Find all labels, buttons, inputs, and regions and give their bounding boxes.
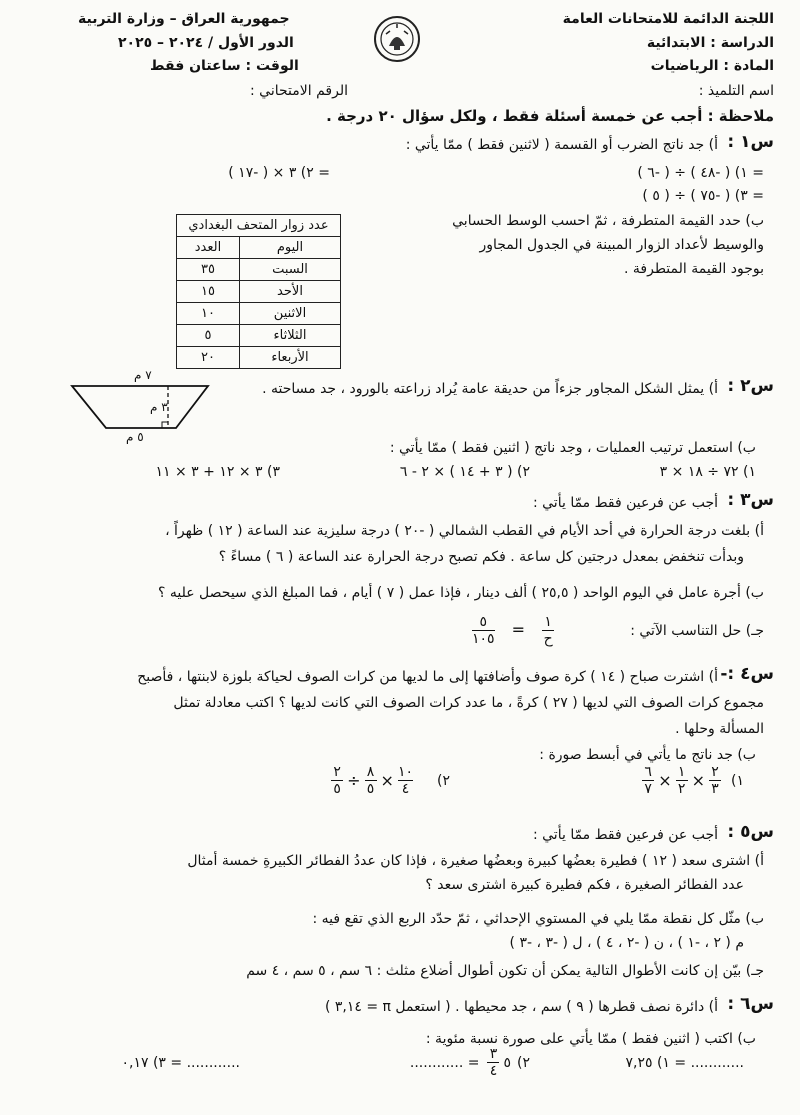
q3-a-line-1: أ) بلغت درجة الحرارة في أحد الأيام في القطب الشمالي ( -٢٠ ) درجة سليزية عند الساعة ( ١٢ ) ظهراً ، <box>165 523 764 539</box>
q1-b-line-2: والوسيط لأعداد الزوار المبينة في الجدول المجاور <box>479 237 764 253</box>
proportion-fraction-left: $\frac{٥}{١٠٥}$ <box>472 614 495 647</box>
table-cell-count: ٣٥ <box>177 259 240 281</box>
question-1-number: س١ : <box>727 132 774 152</box>
table-cell-count: ٥ <box>177 325 240 347</box>
visitors-table <box>176 214 341 369</box>
q3-a-line-2: وبدأت تنخفض بمعدل درجتين كل ساعة . فكم تصبح درجة الحرارة عند الساعة ( ٦ ) مساءً ؟ <box>218 549 744 565</box>
instructions-note: ملاحظة : أجب عن خمسة أسئلة فقط ، ولكل سؤال ٢٠ درجة . <box>326 107 774 125</box>
q2-b-item-3: ٣) ٣ × ١٢ + ٣ × ١١ <box>155 464 280 480</box>
exam-round: الدور الأول / ٢٠٢٤ – ٢٠٢٥ <box>118 35 294 51</box>
trapezoid-garden-figure <box>64 368 214 448</box>
exam-time: الوقت : ساعتان فقط <box>150 58 299 74</box>
q5-a-line-1: أ) اشترى سعد ( ١٢ ) فطيرة بعضُها كبيرة وبعضُها صغيرة ، فإذا كان عددُ الفطائر الكبيرةِ خمسة أمثال <box>187 853 764 869</box>
q1-a-item-2: ٢) ٣ × ( -١٧ ) = <box>228 165 330 181</box>
q3-b: ب) أجرة عامل في اليوم الواحد ( ٢٥,٥ ) ألف دينار ، فإذا عمل ( ٧ ) أيام ، فما المبلغ الذي سيحصل عليه ؟ <box>158 585 764 601</box>
table-title: عدد زوار المتحف البغدادي <box>177 215 341 237</box>
q4-a-line-2: مجموع كرات الصوف التي لديها ( ٢٧ ) كرةً ، ما عدد كرات الصوف التي كانت لديها ؟ اكتب معادلة تمثل <box>173 695 764 711</box>
table-cell-day: الاثنين <box>240 303 341 325</box>
q4-b-prompt: ب) جد ناتج ما يأتي في أبسط صورة : <box>539 747 756 763</box>
q6-b-item-1: ١) ٧,٢٥ = ............ <box>625 1055 744 1071</box>
table-cell-count: ٢٠ <box>177 347 240 369</box>
table-cell-day: السبت <box>240 259 341 281</box>
q5-b-line-2: م ( ٢ ، -١ ) ، ن ( -٢ ، ٤ ) ، ل ( -٣ ، -٣ ) <box>509 935 744 951</box>
question-4-number: س٤ :- <box>720 664 774 684</box>
question-5-number: س٥ : <box>727 822 774 842</box>
q4-a-line-3: المسألة وحلها . <box>675 721 764 737</box>
q5-b-line-1: ب) مثّل كل نقطة ممّا يلي في المستوي الإحداثي ، ثمّ حدّد الربع الذي تقع فيه : <box>312 911 764 927</box>
q1-a-item-1: ١) ( -٤٨ ) ÷ ( -٦ ) = <box>637 165 764 181</box>
table-cell-day: الأحد <box>240 281 341 303</box>
table-header-day: اليوم <box>240 237 341 259</box>
republic-ministry: جمهورية العراق – وزارة التربية <box>78 11 290 27</box>
q3-proportion: $\frac{٥}{١٠٥}$ = $\frac{١}{\text{ح}}$ <box>472 614 553 647</box>
table-row <box>177 259 341 281</box>
ministry-emblem-icon <box>372 14 422 64</box>
trapezoid-top-label: ٧ م <box>134 368 152 382</box>
q3-intro: أجب عن فرعين فقط ممّا يأتي : <box>532 495 718 511</box>
table-cell-count: ١٥ <box>177 281 240 303</box>
table-row <box>177 281 341 303</box>
q3-c-prompt: جـ) حل التناسب الآتي : <box>630 623 764 639</box>
table-header-count: العدد <box>177 237 240 259</box>
student-name-label: اسم التلميذ : <box>698 83 774 99</box>
q1-b-line-1: ب) حدد القيمة المتطرفة ، ثمّ احسب الوسط الحسابي <box>452 213 764 229</box>
q6-b-item-2: ٢) ٥ $\frac{٣}{٤}$ = ............ <box>409 1046 530 1079</box>
exam-number-label: الرقم الامتحاني : <box>250 83 348 99</box>
table-cell-day: الأربعاء <box>240 347 341 369</box>
trapezoid-height-label: ٣ م <box>150 400 168 414</box>
committee-name: اللجنة الدائمة للامتحانات العامة <box>562 11 774 27</box>
q6-b-prompt: ب) اكتب ( اثنين فقط ) ممّا يأتي على صورة نسبة مئوية : <box>425 1031 756 1047</box>
q1-b-line-3: بوجود القيمة المتطرفة . <box>624 261 764 277</box>
q4-b-item-1: ١) $\frac{٢}{٣}$ × $\frac{١}{٢}$ × $\frac{٦}{٧}$ <box>638 764 744 797</box>
q5-intro: أجب عن فرعين فقط ممّا يأتي : <box>532 827 718 843</box>
study-level: الدراسة : الابتدائية <box>646 35 774 51</box>
q4-a-line-1: أ) اشترت صباح ( ١٤ ) كرة صوف وأضافتها إلى ما لديها من كرات الصوف لحياكة بلوزة لابنتها ، فأصبح <box>137 669 718 685</box>
subject: المادة : الرياضيات <box>650 58 774 74</box>
trapezoid-bottom-label: ٥ م <box>126 430 144 444</box>
q6-b-item-3: ٣) ٠,١٧ = ............ <box>121 1055 240 1071</box>
question-3-number: س٣ : <box>727 490 774 510</box>
table-cell-count: ١٠ <box>177 303 240 325</box>
q2-b-item-2: ٢) ( ٣ + ١٤ ) × ٢ - ٦ <box>399 464 530 480</box>
q6-a: أ) دائرة نصف قطرها ( ٩ ) سم ، جد محيطها . ( استعمل π = ٣,١٤ ) <box>324 999 718 1015</box>
q1-a-item-3: ٣) ( -٧٥ ) ÷ ( ٥ ) = <box>642 188 764 204</box>
q2-a-prompt: أ) يمثل الشكل المجاور جزءاً من حديقة عامة يُراد زراعته بالورود ، جد مساحته . <box>262 381 718 397</box>
q4-b-item-2: ٢) $\frac{١٠}{٤}$ × $\frac{٨}{٥}$ ÷ $\frac{٢}{٥}$ <box>327 764 450 797</box>
table-row <box>177 347 341 369</box>
q2-b-prompt: ب) استعمل ترتيب العمليات ، وجد ناتج ( اثنين فقط ) ممّا يأتي : <box>389 440 756 456</box>
q5-a-line-2: عدد الفطائر الصغيرة ، فكم فطيرة كبيرة اشترى سعد ؟ <box>425 877 744 893</box>
table-cell-day: الثلاثاء <box>240 325 341 347</box>
table-row <box>177 325 341 347</box>
q5-c: جـ) بيّن إن كانت الأطوال التالية يمكن أن تكون أطوال أضلاع مثلث : ٦ سم ، ٥ سم ، ٤ سم <box>246 963 764 979</box>
question-6-number: س٦ : <box>727 994 774 1014</box>
question-2-number: س٢ : <box>727 376 774 396</box>
table-row <box>177 303 341 325</box>
proportion-fraction-right: $\frac{١}{\text{ح}}$ <box>543 614 553 647</box>
q2-b-item-1: ١) ٧٢ ÷ ١٨ × ٣ <box>659 464 756 480</box>
q1-a-prompt: أ) جد ناتج الضرب أو القسمة ( لاثنين فقط ) ممّا يأتي : <box>405 137 718 153</box>
